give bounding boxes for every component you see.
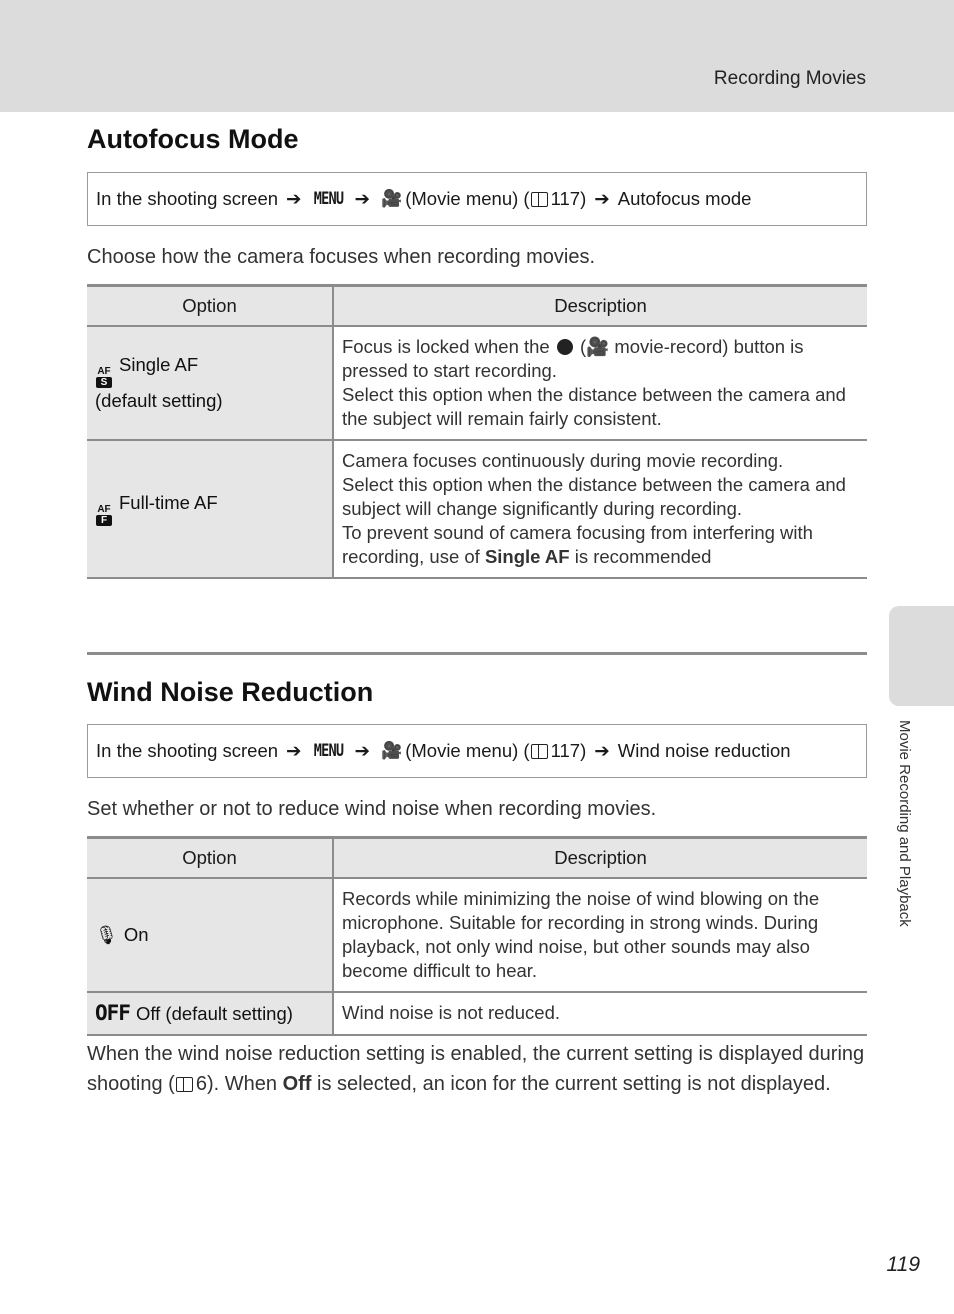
nav-start: In the shooting screen	[96, 740, 279, 761]
arrow-right-icon: ➔	[594, 740, 610, 761]
movie-camera-icon: 🎥	[381, 741, 403, 760]
book-reference-icon	[531, 192, 548, 207]
autofocus-intro: Choose how the camera focuses when recording movies.	[87, 246, 596, 268]
bold-setting-name: Off	[282, 1072, 312, 1095]
description-cell: Wind noise is not reduced.	[333, 992, 867, 1035]
option-cell	[87, 326, 333, 440]
section-header-title: Recording Movies	[713, 68, 866, 89]
wind-noise-nav-path	[87, 724, 867, 778]
option-name: On	[123, 923, 149, 945]
option-name: Full-time AF	[119, 491, 218, 513]
book-reference-icon	[176, 1077, 193, 1092]
movie-camera-icon: 🎥	[381, 189, 403, 208]
description-cell: Records while minimizing the noise of wind blowing on the microphone. Suitable for recording in strong winds. During playback, not only wind noise, but other sounds may also become difficult to hear.	[333, 878, 867, 992]
menu-button-icon: MENU	[313, 741, 343, 761]
description-cell: Camera focuses continuously during movie recording. Select this option when the distance between the camera and subject will change significantly during recording. To prevent sound of camera focusing from interfering with recording, use of Single AF is recommended	[333, 440, 867, 578]
bold-setting-name: Single AF	[484, 545, 570, 567]
table-header-row	[87, 286, 867, 326]
af-single-icon: AF S	[97, 365, 111, 388]
off-icon: OFF	[95, 1000, 130, 1025]
wind-noise-intro: Set whether or not to reduce wind noise when recording movies.	[87, 798, 657, 820]
table-row	[87, 992, 867, 1035]
table-header-row	[87, 838, 867, 878]
header-band	[0, 0, 954, 112]
menu-button-icon: MENU	[313, 189, 343, 209]
table-row	[87, 878, 867, 992]
description-column-header: Description	[333, 838, 867, 878]
table-row	[87, 326, 867, 440]
arrow-right-icon: ➔	[354, 188, 371, 209]
arrow-right-icon: ➔	[594, 188, 610, 209]
af-full-time-icon: AF F	[97, 503, 111, 526]
option-cell	[87, 878, 333, 992]
record-button-icon	[557, 339, 573, 355]
chapter-tab-label: Movie Recording and Playback	[896, 720, 913, 927]
option-default-note: (default setting)	[95, 389, 223, 411]
autofocus-options-table	[87, 284, 867, 579]
description-cell: Focus is locked when the (🎥 movie-record) button is pressed to start recording. Select this option when the distance between the camera and the subject will remain fairly consistent.	[333, 326, 867, 440]
nav-page-ref: 117)	[550, 188, 587, 209]
arrow-right-icon: ➔	[286, 188, 302, 209]
autofocus-title: Autofocus Mode	[87, 124, 299, 154]
arrow-right-icon: ➔	[286, 740, 302, 761]
wind-noise-note: When the wind noise reduction setting is enabled, the current setting is displayed during shooting ( 6). When Off is selected, an icon for the current setting is not displayed.	[87, 1043, 865, 1095]
book-reference-icon	[531, 744, 548, 759]
option-name: Single AF	[119, 353, 199, 375]
wind-noise-title: Wind Noise Reduction	[87, 677, 374, 707]
nav-page-ref: 117)	[550, 740, 587, 761]
nav-start: In the shooting screen	[96, 188, 279, 209]
chapter-tab	[889, 606, 954, 706]
option-cell	[87, 992, 333, 1035]
wind-noise-options-table	[87, 836, 867, 1036]
page-number: 119	[886, 1253, 920, 1276]
nav-end: Autofocus mode	[617, 188, 752, 209]
option-column-header: Option	[87, 286, 333, 326]
table-row	[87, 440, 867, 578]
nav-end: Wind noise reduction	[617, 740, 791, 761]
autofocus-nav-path	[87, 172, 867, 226]
nav-movie-menu: (Movie menu) (	[405, 740, 530, 761]
nav-movie-menu: (Movie menu) (	[405, 188, 530, 209]
option-cell	[87, 440, 333, 578]
section-divider	[87, 652, 867, 655]
wind-noise-icon: 🎙	[95, 924, 118, 945]
option-name: Off (default setting)	[135, 1002, 293, 1024]
arrow-right-icon: ➔	[354, 740, 371, 761]
movie-camera-icon: 🎥	[586, 335, 610, 357]
description-column-header: Description	[333, 286, 867, 326]
option-column-header: Option	[87, 838, 333, 878]
